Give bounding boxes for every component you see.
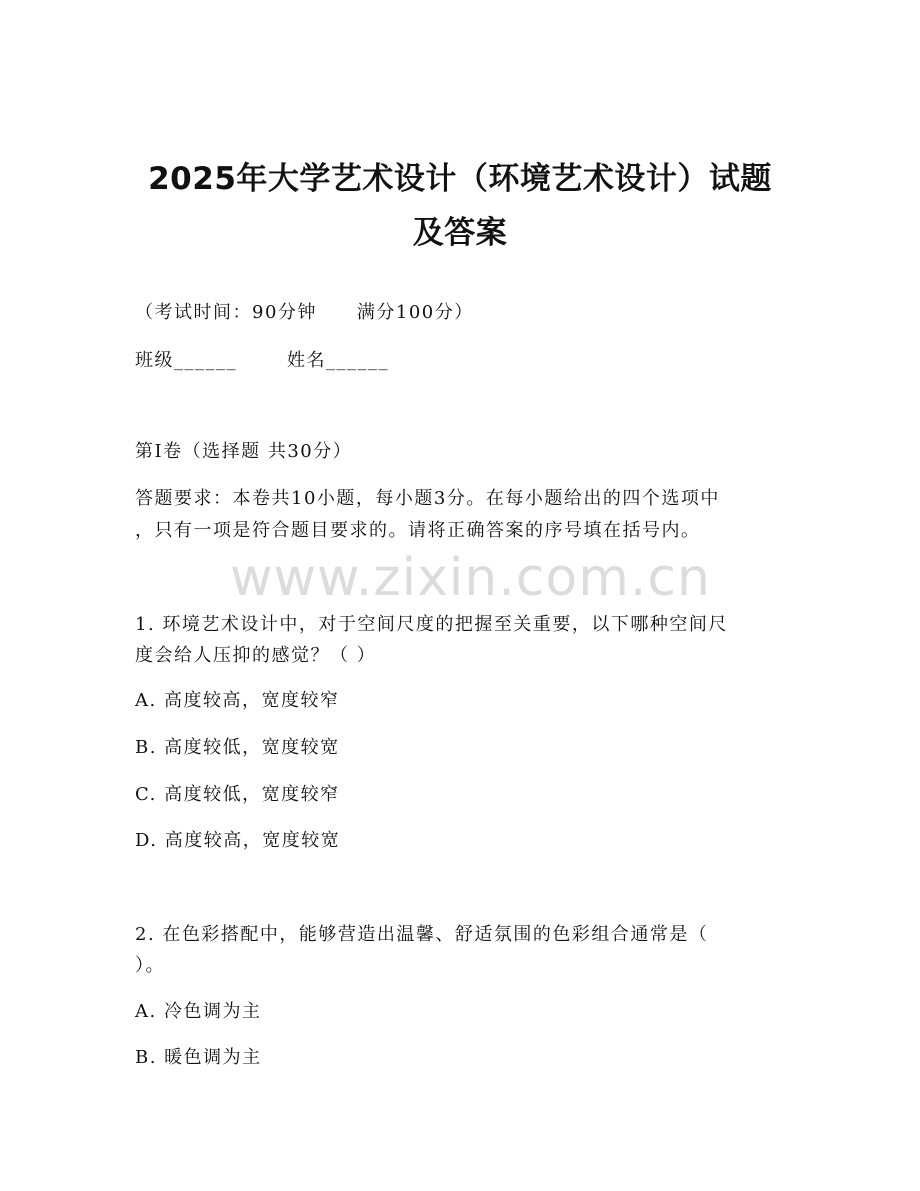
question-1-option-a: A. 高度较高，宽度较窄 xyxy=(135,690,340,711)
question-1-stem-line-2: 度会给人压抑的感觉？（ ） xyxy=(135,645,377,666)
class-field: 班级______ xyxy=(135,350,237,371)
question-1-stem-line-1: 1. 环境艺术设计中，对于空间尺度的把握至关重要，以下哪种空间尺 xyxy=(135,614,728,635)
exam-time: （考试时间：90分钟 xyxy=(135,302,317,323)
exam-title-line-1: 2025年大学艺术设计（环境艺术设计）试题 xyxy=(148,161,772,197)
student-info xyxy=(135,346,389,376)
exam-title-line-2: 及答案 xyxy=(412,215,508,251)
section-title: 第I卷（选择题 共30分） xyxy=(135,441,353,462)
full-score: 满分100分） xyxy=(356,302,474,323)
question-1-option-b: B. 高度较低，宽度较宽 xyxy=(135,737,340,758)
name-field: 姓名______ xyxy=(287,350,389,371)
exam-meta xyxy=(135,298,474,328)
question-2-option-b: B. 暖色调为主 xyxy=(135,1047,262,1068)
question-2-stem-line-2: ）。 xyxy=(135,955,165,976)
exam-title xyxy=(60,152,860,260)
question-2-option-a: A. 冷色调为主 xyxy=(135,1001,262,1022)
watermark: www.zixin.com.cn xyxy=(230,548,711,608)
instructions-line-2: ，只有一项是符合题目要求的。请将正确答案的序号填在括号内。 xyxy=(135,520,701,541)
question-1-option-c: C. 高度较低，宽度较窄 xyxy=(135,784,340,805)
question-2-stem-line-1: 2. 在色彩搭配中，能够营造出温馨、舒适氛围的色彩组合通常是（ xyxy=(135,924,709,945)
question-1-option-d: D. 高度较高，宽度较宽 xyxy=(135,830,341,851)
instructions-line-1: 答题要求：本卷共10小题，每小题3分。在每小题给出的四个选项中 xyxy=(135,488,720,509)
